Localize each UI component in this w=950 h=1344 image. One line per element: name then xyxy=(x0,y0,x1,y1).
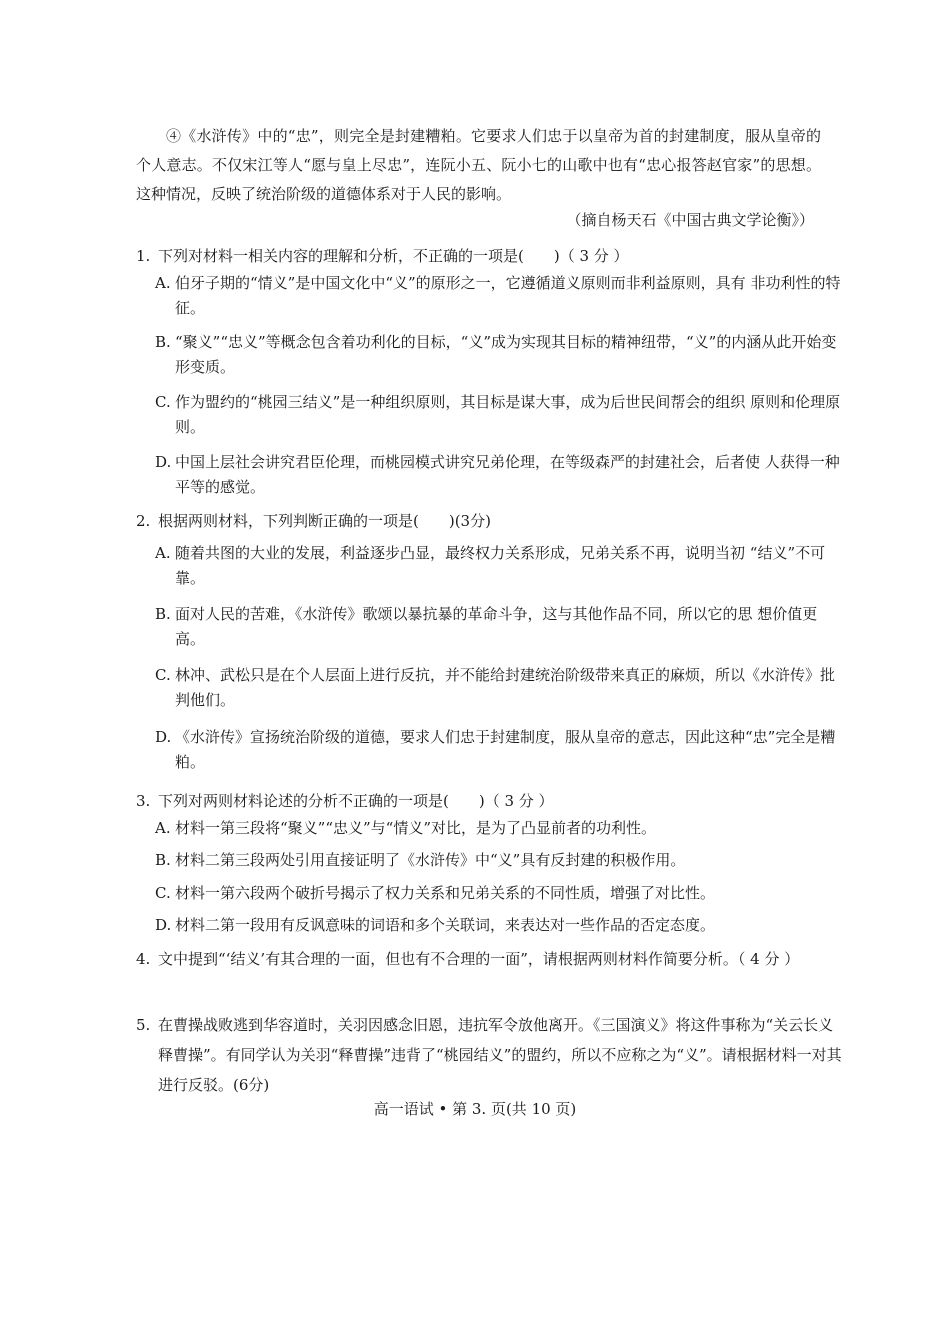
question-1-option-b xyxy=(155,330,843,380)
passage-source: （摘自杨天石《中国古典文学论衡》） xyxy=(566,211,814,229)
question-3-option-d xyxy=(155,913,843,938)
option-text: 林冲、武松只是在个人层面上进行反抗，并不能给封建统治阶级带来真正的麻烦，所以《水浒传》批判他们。 xyxy=(175,666,836,709)
option-text: 中国上层社会讲究君臣伦理，而桃园模式讲究兄弟伦理，在等级森严的封建社会，后者使 人获得一种平等的感觉。 xyxy=(175,453,840,496)
question-number: 3. xyxy=(136,792,151,810)
option-text: 材料一第六段两个破折号揭示了权力关系和兄弟关系的不同性质，增强了对比性。 xyxy=(175,884,716,902)
option-label: D. xyxy=(155,916,172,934)
option-text: 《水浒传》宣扬统治阶级的道德，要求人们忠于封建制度，服从皇帝的意志，因此这种“忠”完全是糟粕。 xyxy=(175,728,836,771)
question-stem: 根据两则材料，下列判断正确的一项是( )(3分) xyxy=(158,512,491,530)
option-label: C. xyxy=(155,393,171,411)
passage-paragraph: ④《水浒传》中的“忠”，则完全是封建糟粕。它要求人们忠于以皇帝为首的封建制度，服从皇帝的个人意志。不仅宋江等人“愿与皇上尽忠”，连阮小五、阮小七的山歌中也有“忠心报答赵官家”的思想。这种情况，反映了统治阶级的道德体系对于人民的影响。 xyxy=(136,127,821,203)
question-2 xyxy=(136,508,826,534)
question-number: 5. xyxy=(136,1016,151,1034)
option-label: C. xyxy=(155,884,171,902)
question-3-option-c xyxy=(155,881,843,906)
question-1-option-a xyxy=(155,271,843,321)
option-label: A. xyxy=(155,819,171,837)
question-stem: 下列对材料一相关内容的理解和分析，不正确的一项是( )（ 3 分 ） xyxy=(158,247,629,265)
option-label: C. xyxy=(155,666,171,684)
question-4 xyxy=(136,946,848,972)
question-3-option-b xyxy=(155,848,843,873)
question-1-option-c xyxy=(155,390,843,440)
question-3-option-a xyxy=(155,816,843,841)
option-text: 作为盟约的“桃园三结义”是一种组织原则，其目标是谋大事，成为后世民间帮会的组织 原则和伦理原则。 xyxy=(175,393,841,436)
question-number: 2. xyxy=(136,512,151,530)
question-5 xyxy=(136,1010,848,1100)
option-text: “聚义”“忠义”等概念包含着功利化的目标，“义”成为实现其目标的精神纽带，“义”的内涵从此开始变形变质。 xyxy=(175,333,837,376)
question-2-option-c xyxy=(155,663,843,713)
option-label: D. xyxy=(155,453,172,471)
question-1-option-d xyxy=(155,450,843,500)
option-label: A. xyxy=(155,544,171,562)
option-text: 材料二第一段用有反讽意味的词语和多个关联词，来表达对一些作品的否定态度。 xyxy=(175,916,716,934)
question-number: 1. xyxy=(136,247,151,265)
option-label: D. xyxy=(155,728,172,746)
option-label: B. xyxy=(155,605,171,623)
question-number: 4. xyxy=(136,950,151,968)
option-label: A. xyxy=(155,274,171,292)
question-3 xyxy=(136,788,826,814)
option-text: 面对人民的苦难，《水浒传》歌颂以暴抗暴的革命斗争，这与其他作品不同，所以它的思 想价值更高。 xyxy=(175,605,818,648)
option-text: 随着共图的大业的发展，利益逐步凸显，最终权力关系形成，兄弟关系不再，说明当初 “结义”不可靠。 xyxy=(175,544,826,587)
question-2-option-a xyxy=(155,541,843,591)
option-text: 伯牙子期的“情义”是中国文化中“义”的原形之一，它遵循道义原则而非利益原则，具有 非功利性的特征。 xyxy=(175,274,841,317)
question-1 xyxy=(136,243,826,269)
option-text: 材料一第三段将“聚义”“忠义”与“情义”对比，是为了凸显前者的功利性。 xyxy=(175,819,657,837)
question-stem: 下列对两则材料论述的分析不正确的一项是( )（ 3 分 ） xyxy=(158,792,554,810)
question-stem: 文中提到“‘结义’有其合理的一面，但也有不合理的一面”，请根据两则材料作简要分析。（ 4 分 ） xyxy=(158,950,800,968)
question-stem: 在曹操战败逃到华容道时，关羽因感念旧恩，违抗军令放他离开。《三国演义》将这件事称为“关云长义释曹操”。有同学认为关羽“释曹操”违背了“桃园结义”的盟约，所以不应称之为“义”。请根据材料一对其进行反驳。(6分) xyxy=(158,1016,842,1094)
option-label: B. xyxy=(155,333,171,351)
option-label: B. xyxy=(155,851,171,869)
option-text: 材料二第三段两处引用直接证明了《水浒传》中“义”具有反封建的积极作用。 xyxy=(175,851,686,869)
page-footer: 高一语试 • 第 3. 页(共 10 页) xyxy=(373,1100,577,1118)
question-2-option-b xyxy=(155,602,843,652)
question-2-option-d xyxy=(155,725,843,775)
